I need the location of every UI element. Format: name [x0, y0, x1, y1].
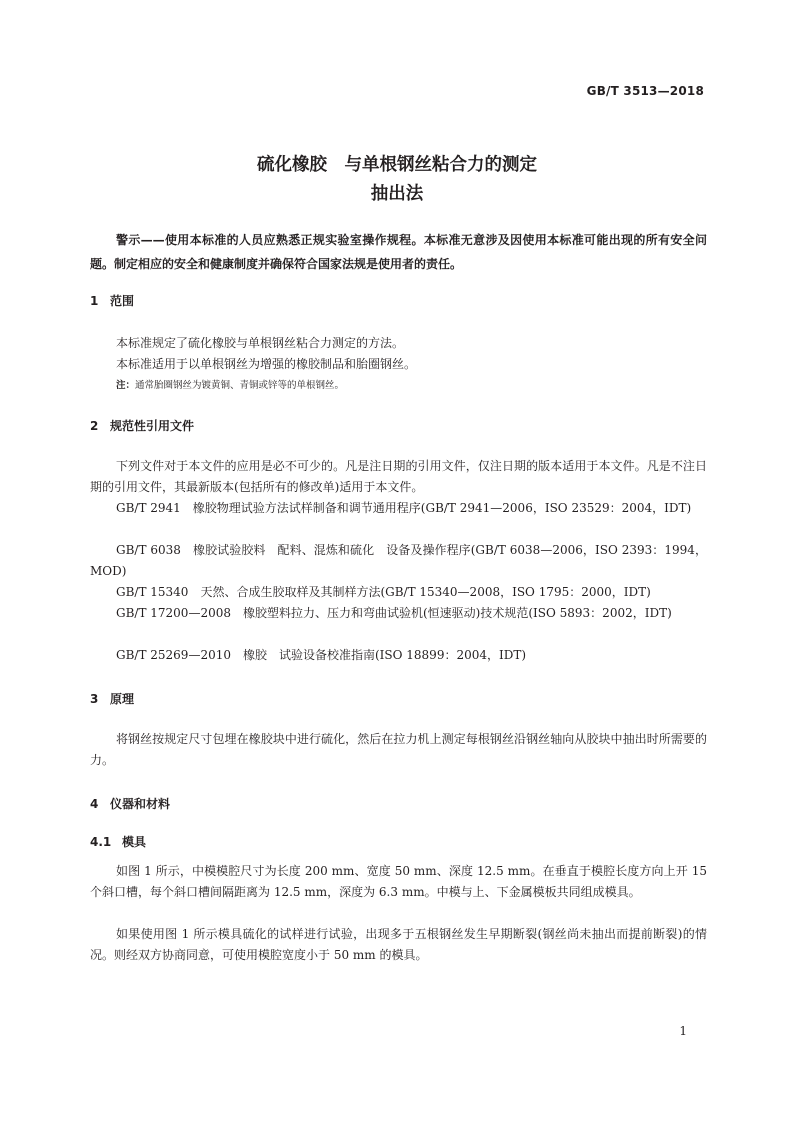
page-number: 1	[679, 1024, 687, 1038]
principle-paragraph: 将钢丝按规定尺寸包埋在橡胶块中进行硫化，然后在拉力机上测定每根钢丝沿钢丝轴向从胶块中抽出时所需要的力。	[90, 732, 707, 767]
normative-intro-paragraph: 下列文件对于本文件的应用是必不可少的。凡是注日期的引用文件，仅注日期的版本适用于本文件。凡是不注日期的引用文件，其最新版本(包括所有的修改单)适用于本文件。	[90, 459, 707, 494]
scope-note	[116, 377, 344, 391]
section-number: 1	[90, 294, 99, 308]
note-label: 注：	[116, 380, 136, 391]
scope-paragraph-1: 本标准规定了硫化橡胶与单根钢丝粘合力测定的方法。	[116, 336, 405, 350]
subsection-4-1-heading	[90, 833, 146, 850]
reference-item: GB/T 15340 天然、合成生胶取样及其制样方法(GB/T 15340—2008，ISO 1795：2000，IDT)	[116, 585, 651, 599]
section-4-heading	[90, 795, 170, 812]
section-3-heading	[90, 690, 134, 707]
mold-paragraph-2: 如果使用图 1 所示模具硫化的试样进行试验，出现多于五根钢丝发生早期断裂(钢丝尚未抽出而提前断裂)的情况。则经双方协商同意，可使用模腔宽度小于 50 mm 的模具。	[90, 927, 707, 962]
warning-paragraph: 警示——使用本标准的人员应熟悉正规实验室操作规程。本标准无意涉及因使用本标准可能出现的所有安全问题。制定相应的安全和健康制度并确保符合国家法规是使用者的责任。	[90, 233, 707, 271]
section-title: 原理	[110, 692, 135, 706]
section-title: 规范性引用文件	[110, 419, 195, 433]
section-number: 2	[90, 419, 99, 433]
section-number: 4	[90, 797, 99, 811]
reference-item: GB/T 2941 橡胶物理试验方法试样制备和调节通用程序(GB/T 2941—2006，ISO 23529：2004，IDT)	[116, 501, 692, 515]
mold-paragraph-1: 如图 1 所示，中模模腔尺寸为长度 200 mm、宽度 50 mm、深度 12.5 mm。在垂直于模腔长度方向上开 15 个斜口槽，每个斜口槽间隔距离为 12.5 mm，深度为 6.3 mm。中模与上、下金属模板共同组成模具。	[90, 864, 707, 899]
reference-item: GB/T 25269—2010 橡胶 试验设备校准指南(ISO 18899：2004，IDT)	[116, 648, 527, 662]
subsection-number: 4.1	[90, 835, 112, 849]
section-number: 3	[90, 692, 99, 706]
section-1-heading	[90, 292, 134, 309]
standard-number: GB/T 3513—2018	[586, 84, 704, 98]
document-title: 硫化橡胶 与单根钢丝粘合力的测定	[257, 155, 537, 175]
reference-item: GB/T 6038 橡胶试验胶料 配料、混炼和硫化 设备及操作程序(GB/T 6038—2006，ISO 2393：1994，MOD)	[90, 543, 707, 578]
section-title: 范围	[110, 294, 135, 308]
document-subtitle: 抽出法	[370, 184, 424, 204]
note-text: 通常胎圈钢丝为镀黄铜、青铜或锌等的单根钢丝。	[135, 380, 345, 391]
subsection-title: 模具	[122, 835, 147, 849]
section-title: 仪器和材料	[110, 797, 171, 811]
section-2-heading	[90, 417, 194, 434]
reference-item: GB/T 17200—2008 橡胶塑料拉力、压力和弯曲试验机(恒速驱动)技术规范(ISO 5893：2002，IDT)	[116, 606, 672, 620]
scope-paragraph-2: 本标准适用于以单根钢丝为增强的橡胶制品和胎圈钢丝。	[116, 357, 417, 371]
